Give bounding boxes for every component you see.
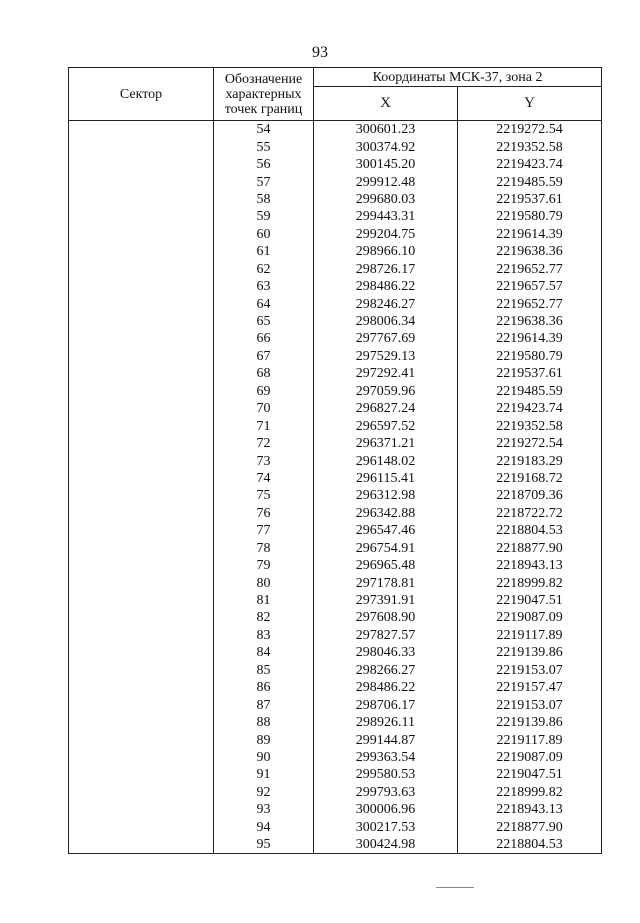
x-cell: 299793.63 xyxy=(314,784,458,801)
sector-cell xyxy=(69,714,214,731)
table-row xyxy=(69,714,602,731)
page-number: 93 xyxy=(312,44,328,61)
point-cell: 63 xyxy=(214,278,314,295)
point-cell: 55 xyxy=(214,138,314,155)
sector-cell xyxy=(69,819,214,836)
point-cell: 79 xyxy=(214,557,314,574)
sector-cell xyxy=(69,505,214,522)
sector-cell xyxy=(69,295,214,312)
y-cell: 2219638.36 xyxy=(458,243,602,260)
table-row xyxy=(69,749,602,766)
x-cell: 296312.98 xyxy=(314,487,458,504)
sector-cell xyxy=(69,540,214,557)
x-cell: 298706.17 xyxy=(314,696,458,713)
sector-cell xyxy=(69,156,214,173)
y-cell: 2219139.86 xyxy=(458,714,602,731)
x-cell: 297292.41 xyxy=(314,365,458,382)
sector-cell xyxy=(69,226,214,243)
sector-cell xyxy=(69,662,214,679)
sector-cell xyxy=(69,452,214,469)
table-row xyxy=(69,138,602,155)
x-cell: 298006.34 xyxy=(314,313,458,330)
y-cell: 2219580.79 xyxy=(458,208,602,225)
point-cell: 60 xyxy=(214,226,314,243)
x-cell: 298266.27 xyxy=(314,662,458,679)
x-cell: 300217.53 xyxy=(314,819,458,836)
table-row xyxy=(69,348,602,365)
y-cell: 2218943.13 xyxy=(458,801,602,818)
x-cell: 298726.17 xyxy=(314,261,458,278)
sector-column-header: Сектор xyxy=(69,68,214,121)
point-cell: 83 xyxy=(214,627,314,644)
points-column-header xyxy=(214,68,314,121)
x-cell: 299580.53 xyxy=(314,766,458,783)
y-cell: 2219537.61 xyxy=(458,191,602,208)
sector-cell xyxy=(69,191,214,208)
table-row xyxy=(69,470,602,487)
table-row xyxy=(69,766,602,783)
x-cell: 296965.48 xyxy=(314,557,458,574)
x-cell: 297529.13 xyxy=(314,348,458,365)
sector-cell xyxy=(69,627,214,644)
sector-cell xyxy=(69,173,214,190)
sector-cell xyxy=(69,679,214,696)
x-cell: 296547.46 xyxy=(314,522,458,539)
point-cell: 61 xyxy=(214,243,314,260)
y-cell: 2218877.90 xyxy=(458,540,602,557)
table-row xyxy=(69,383,602,400)
table-row xyxy=(69,208,602,225)
point-cell: 89 xyxy=(214,731,314,748)
x-cell: 299204.75 xyxy=(314,226,458,243)
y-cell: 2219580.79 xyxy=(458,348,602,365)
x-cell: 296342.88 xyxy=(314,505,458,522)
coordinates-group-header: Координаты МСК-37, зона 2 xyxy=(314,68,602,87)
x-cell: 296371.21 xyxy=(314,435,458,452)
table-row xyxy=(69,696,602,713)
table-row xyxy=(69,365,602,382)
table-row xyxy=(69,400,602,417)
y-cell: 2219272.54 xyxy=(458,435,602,452)
sector-cell xyxy=(69,313,214,330)
coordinates-table xyxy=(68,67,602,854)
point-cell: 87 xyxy=(214,696,314,713)
point-cell: 80 xyxy=(214,574,314,591)
x-cell: 299680.03 xyxy=(314,191,458,208)
sector-cell xyxy=(69,138,214,155)
sector-cell xyxy=(69,609,214,626)
point-cell: 59 xyxy=(214,208,314,225)
x-cell: 297827.57 xyxy=(314,627,458,644)
point-cell: 93 xyxy=(214,801,314,818)
y-cell: 2219352.58 xyxy=(458,417,602,434)
table-row xyxy=(69,121,602,139)
y-cell: 2219157.47 xyxy=(458,679,602,696)
table-row xyxy=(69,243,602,260)
table-row xyxy=(69,836,602,854)
x-cell: 298926.11 xyxy=(314,714,458,731)
y-cell: 2218709.36 xyxy=(458,487,602,504)
sector-cell xyxy=(69,365,214,382)
table-row xyxy=(69,784,602,801)
table-row xyxy=(69,679,602,696)
table-row xyxy=(69,609,602,626)
sector-cell xyxy=(69,348,214,365)
sector-cell xyxy=(69,522,214,539)
point-cell: 74 xyxy=(214,470,314,487)
x-cell: 297178.81 xyxy=(314,574,458,591)
x-cell: 296115.41 xyxy=(314,470,458,487)
y-cell: 2218877.90 xyxy=(458,819,602,836)
y-cell: 2219117.89 xyxy=(458,731,602,748)
point-cell: 76 xyxy=(214,505,314,522)
table-row xyxy=(69,505,602,522)
point-cell: 94 xyxy=(214,819,314,836)
y-cell: 2219087.09 xyxy=(458,749,602,766)
sector-cell xyxy=(69,278,214,295)
table-row xyxy=(69,156,602,173)
y-cell: 2219087.09 xyxy=(458,609,602,626)
y-cell: 2219423.74 xyxy=(458,400,602,417)
point-cell: 66 xyxy=(214,330,314,347)
sector-cell xyxy=(69,644,214,661)
table-row xyxy=(69,574,602,591)
point-cell: 88 xyxy=(214,714,314,731)
x-cell: 296597.52 xyxy=(314,417,458,434)
sector-cell xyxy=(69,766,214,783)
sector-cell xyxy=(69,696,214,713)
x-cell: 300145.20 xyxy=(314,156,458,173)
y-cell: 2219638.36 xyxy=(458,313,602,330)
point-cell: 68 xyxy=(214,365,314,382)
table-row xyxy=(69,191,602,208)
sector-cell xyxy=(69,121,214,139)
point-cell: 67 xyxy=(214,348,314,365)
x-cell: 298486.22 xyxy=(314,278,458,295)
y-cell: 2219537.61 xyxy=(458,365,602,382)
sector-cell xyxy=(69,836,214,854)
table-body xyxy=(69,121,602,854)
x-cell: 299443.31 xyxy=(314,208,458,225)
table-row xyxy=(69,261,602,278)
sector-cell xyxy=(69,557,214,574)
table-row xyxy=(69,278,602,295)
table-row xyxy=(69,592,602,609)
point-cell: 78 xyxy=(214,540,314,557)
point-cell: 82 xyxy=(214,609,314,626)
table-row xyxy=(69,452,602,469)
x-cell: 300424.98 xyxy=(314,836,458,854)
table-row xyxy=(69,173,602,190)
point-cell: 72 xyxy=(214,435,314,452)
x-cell: 297608.90 xyxy=(314,609,458,626)
point-cell: 84 xyxy=(214,644,314,661)
y-cell: 2219047.51 xyxy=(458,592,602,609)
sector-cell xyxy=(69,243,214,260)
y-cell: 2219657.57 xyxy=(458,278,602,295)
point-cell: 75 xyxy=(214,487,314,504)
table-row xyxy=(69,540,602,557)
point-cell: 69 xyxy=(214,383,314,400)
y-cell: 2219614.39 xyxy=(458,330,602,347)
y-cell: 2219352.58 xyxy=(458,138,602,155)
sector-cell xyxy=(69,592,214,609)
x-cell: 297059.96 xyxy=(314,383,458,400)
sector-cell xyxy=(69,383,214,400)
table-header xyxy=(69,68,602,121)
x-cell: 300006.96 xyxy=(314,801,458,818)
x-cell: 298046.33 xyxy=(314,644,458,661)
table-row xyxy=(69,627,602,644)
point-cell: 58 xyxy=(214,191,314,208)
y-cell: 2219652.77 xyxy=(458,295,602,312)
point-cell: 90 xyxy=(214,749,314,766)
y-cell: 2219047.51 xyxy=(458,766,602,783)
point-cell: 65 xyxy=(214,313,314,330)
point-cell: 81 xyxy=(214,592,314,609)
y-cell: 2219423.74 xyxy=(458,156,602,173)
table-row xyxy=(69,731,602,748)
point-cell: 86 xyxy=(214,679,314,696)
point-cell: 91 xyxy=(214,766,314,783)
table-row xyxy=(69,226,602,243)
sector-cell xyxy=(69,487,214,504)
point-cell: 54 xyxy=(214,121,314,139)
y-cell: 2219117.89 xyxy=(458,627,602,644)
y-cell: 2218999.82 xyxy=(458,784,602,801)
sector-cell xyxy=(69,400,214,417)
point-cell: 77 xyxy=(214,522,314,539)
y-cell: 2219485.59 xyxy=(458,383,602,400)
x-cell: 299144.87 xyxy=(314,731,458,748)
sector-cell xyxy=(69,208,214,225)
y-cell: 2219168.72 xyxy=(458,470,602,487)
y-cell: 2218999.82 xyxy=(458,574,602,591)
table-row xyxy=(69,557,602,574)
point-cell: 73 xyxy=(214,452,314,469)
x-column-header: X xyxy=(314,87,458,121)
point-cell: 95 xyxy=(214,836,314,854)
x-cell: 296148.02 xyxy=(314,452,458,469)
x-cell: 300601.23 xyxy=(314,121,458,139)
y-cell: 2219272.54 xyxy=(458,121,602,139)
y-cell: 2219153.07 xyxy=(458,662,602,679)
table-row xyxy=(69,295,602,312)
point-cell: 64 xyxy=(214,295,314,312)
y-column-header: Y xyxy=(458,87,602,121)
footer-rule xyxy=(436,887,474,888)
y-cell: 2218722.72 xyxy=(458,505,602,522)
point-cell: 71 xyxy=(214,417,314,434)
y-cell: 2219652.77 xyxy=(458,261,602,278)
point-cell: 92 xyxy=(214,784,314,801)
sector-cell xyxy=(69,801,214,818)
table-row xyxy=(69,644,602,661)
table-row xyxy=(69,487,602,504)
table-row xyxy=(69,819,602,836)
x-cell: 298246.27 xyxy=(314,295,458,312)
sector-cell xyxy=(69,784,214,801)
table-row xyxy=(69,417,602,434)
x-cell: 296754.91 xyxy=(314,540,458,557)
y-cell: 2218804.53 xyxy=(458,836,602,854)
y-cell: 2219614.39 xyxy=(458,226,602,243)
point-cell: 85 xyxy=(214,662,314,679)
sector-cell xyxy=(69,470,214,487)
points-header-line: точек границ xyxy=(224,101,303,117)
y-cell: 2219485.59 xyxy=(458,173,602,190)
point-cell: 70 xyxy=(214,400,314,417)
table-row xyxy=(69,435,602,452)
x-cell: 300374.92 xyxy=(314,138,458,155)
point-cell: 62 xyxy=(214,261,314,278)
sector-cell xyxy=(69,749,214,766)
sector-cell xyxy=(69,435,214,452)
sector-cell xyxy=(69,417,214,434)
x-cell: 299912.48 xyxy=(314,173,458,190)
points-header-line: Обозначение xyxy=(224,71,303,87)
x-cell: 297767.69 xyxy=(314,330,458,347)
point-cell: 57 xyxy=(214,173,314,190)
table-row xyxy=(69,522,602,539)
x-cell: 296827.24 xyxy=(314,400,458,417)
sector-cell xyxy=(69,261,214,278)
table-row xyxy=(69,801,602,818)
table-row xyxy=(69,330,602,347)
y-cell: 2218804.53 xyxy=(458,522,602,539)
y-cell: 2219139.86 xyxy=(458,644,602,661)
point-cell: 56 xyxy=(214,156,314,173)
x-cell: 298966.10 xyxy=(314,243,458,260)
y-cell: 2219153.07 xyxy=(458,696,602,713)
table-row xyxy=(69,662,602,679)
x-cell: 298486.22 xyxy=(314,679,458,696)
y-cell: 2218943.13 xyxy=(458,557,602,574)
y-cell: 2219183.29 xyxy=(458,452,602,469)
x-cell: 299363.54 xyxy=(314,749,458,766)
sector-cell xyxy=(69,731,214,748)
sector-cell xyxy=(69,330,214,347)
table-row xyxy=(69,313,602,330)
x-cell: 297391.91 xyxy=(314,592,458,609)
sector-cell xyxy=(69,574,214,591)
points-header-line: характерных xyxy=(225,86,302,102)
